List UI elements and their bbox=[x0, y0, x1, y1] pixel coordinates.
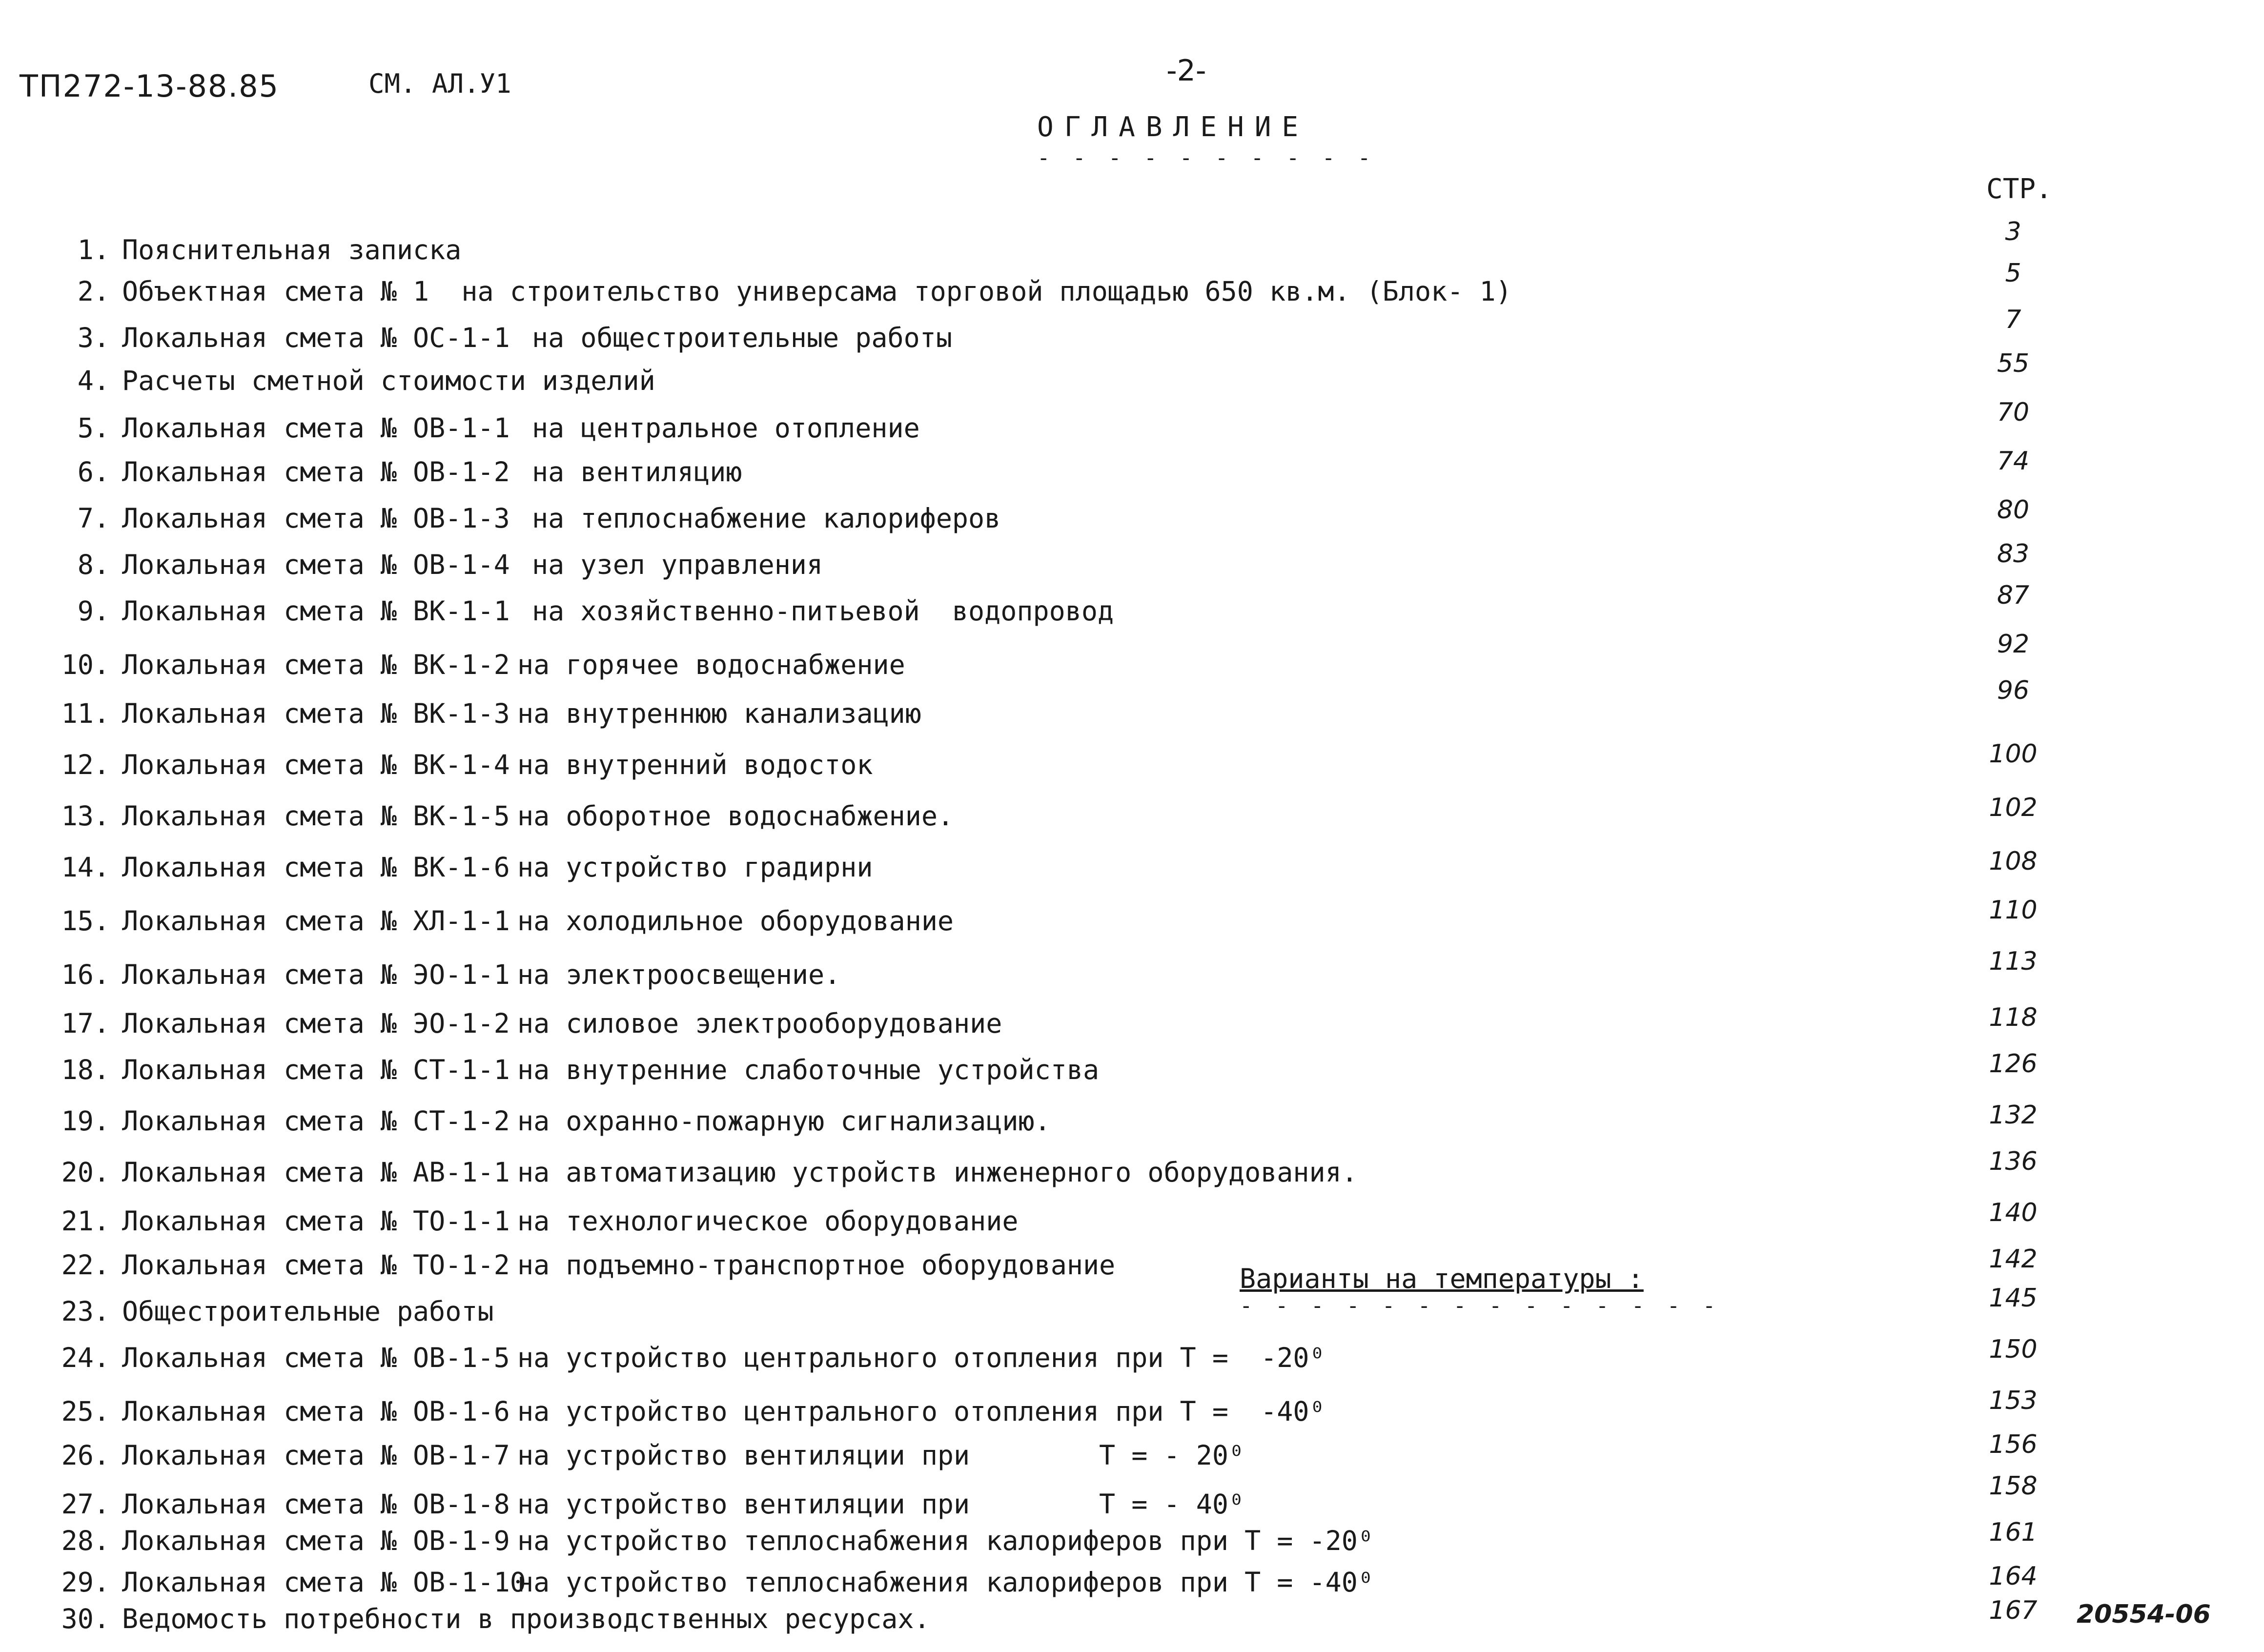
entry-number: 7. bbox=[77, 503, 110, 534]
entry-estimate-code: Локальная смета № АВ-1-1 bbox=[122, 1157, 510, 1188]
entry-number: 3. bbox=[77, 322, 110, 353]
entry-number: 6. bbox=[77, 456, 110, 488]
entry-page-number: 102 bbox=[1989, 793, 2038, 822]
title-underline: - - - - - - - - - - bbox=[1037, 145, 1376, 170]
entry-title: на устройство центрального отопления при Т = -40⁰ bbox=[517, 1396, 1326, 1427]
entry-page-number: 136 bbox=[1989, 1147, 2038, 1176]
entry-title: на устройство центрального отопления при Т = -20⁰ bbox=[517, 1342, 1326, 1373]
entry-page-number: 70 bbox=[1997, 398, 2030, 427]
entry-title: на холодильное оборудование bbox=[517, 905, 954, 937]
entry-title: на электроосвещение. bbox=[517, 959, 841, 990]
entry-title: на вентиляцию bbox=[532, 456, 742, 488]
variants-underline: - - - - - - - - - - - - - - bbox=[1240, 1293, 1721, 1318]
entry-number: 19. bbox=[61, 1105, 110, 1137]
entry-page-number: 7 bbox=[2005, 305, 2021, 334]
entry-title: Объектная смета № 1 на строительство универсама торговой площадью 650 кв.м. (Блок- 1) bbox=[122, 276, 1512, 307]
document-code: ТП272-13-88.85 bbox=[20, 68, 279, 104]
entry-title: на узел управления bbox=[532, 549, 823, 580]
entry-estimate-code: Локальная смета № ОВ-1-1 bbox=[122, 412, 510, 444]
entry-title: Расчеты сметной стоимости изделий bbox=[122, 365, 655, 396]
entry-estimate-code: Локальная смета № ОВ-1-8 bbox=[122, 1489, 510, 1520]
entry-estimate-code: Локальная смета № ТО-1-1 bbox=[122, 1205, 510, 1237]
entry-page-number: 161 bbox=[1989, 1518, 2038, 1547]
entry-title: на центральное отопление bbox=[532, 412, 920, 444]
entry-page-number: 3 bbox=[2005, 217, 2021, 246]
entry-estimate-code: Локальная смета № ТО-1-2 bbox=[122, 1249, 510, 1281]
entry-page-number: 153 bbox=[1989, 1386, 2038, 1415]
variants-label: Варианты на температуры : bbox=[1240, 1263, 1644, 1294]
entry-title: на внутреннюю канализацию bbox=[517, 698, 921, 729]
entry-page-number: 158 bbox=[1989, 1471, 2038, 1501]
entry-number: 26. bbox=[61, 1440, 110, 1471]
entry-page-number: 145 bbox=[1989, 1284, 2038, 1313]
entry-page-number: 55 bbox=[1997, 349, 2030, 378]
entry-number: 1. bbox=[77, 234, 110, 265]
entry-page-number: 108 bbox=[1989, 847, 2038, 876]
entry-page-number: 126 bbox=[1989, 1049, 2038, 1079]
album-reference: СМ. АЛ.У1 bbox=[368, 68, 511, 99]
entry-title: на силовое электрооборудование bbox=[517, 1008, 1002, 1039]
entry-page-number: 156 bbox=[1989, 1430, 2038, 1459]
entry-page-number: 100 bbox=[1989, 739, 2038, 769]
entry-page-number: 80 bbox=[1997, 495, 2030, 525]
entry-estimate-code: Локальная смета № ОВ-1-7 bbox=[122, 1440, 510, 1471]
entry-number: 8. bbox=[77, 549, 110, 580]
entry-number: 14. bbox=[61, 852, 110, 883]
entry-title: на устройство теплоснабжения калориферов при Т = -40⁰ bbox=[517, 1567, 1374, 1598]
entry-estimate-code: Локальная смета № ВК-1-3 bbox=[122, 698, 510, 729]
entry-number: 16. bbox=[61, 959, 110, 990]
entry-number: 28. bbox=[61, 1525, 110, 1556]
entry-estimate-code: Локальная смета № ВК-1-2 bbox=[122, 649, 510, 680]
entry-estimate-code: Локальная смета № ВК-1-6 bbox=[122, 852, 510, 883]
entry-title: на устройство градирни bbox=[517, 852, 873, 883]
page-title: ОГЛАВЛЕНИЕ bbox=[1037, 111, 1309, 143]
entry-title: на устройство вентиляции при Т = - 20⁰ bbox=[517, 1440, 1245, 1471]
entry-number: 29. bbox=[61, 1567, 110, 1598]
entry-page-number: 87 bbox=[1997, 581, 2030, 610]
entry-estimate-code: Локальная смета № ОВ-1-5 bbox=[122, 1342, 510, 1373]
entry-number: 18. bbox=[61, 1054, 110, 1085]
entry-page-number: 110 bbox=[1989, 896, 2038, 925]
entry-page-number: 96 bbox=[1997, 676, 2030, 705]
entry-title: Общестроительные работы bbox=[122, 1296, 494, 1327]
entry-number: 25. bbox=[61, 1396, 110, 1427]
entry-title: на автоматизацию устройств инженерного оборудования. bbox=[517, 1157, 1358, 1188]
entry-title: на технологическое оборудование bbox=[517, 1205, 1019, 1237]
entry-title: на оборотное водоснабжение. bbox=[517, 800, 954, 832]
entry-page-number: 113 bbox=[1989, 947, 2038, 976]
entry-number: 17. bbox=[61, 1008, 110, 1039]
entry-number: 15. bbox=[61, 905, 110, 937]
entry-page-number: 167 bbox=[1989, 1596, 2038, 1625]
entry-title: на внутренний водосток bbox=[517, 749, 873, 780]
entry-number: 9. bbox=[77, 595, 110, 627]
entry-page-number: 74 bbox=[1997, 447, 2030, 476]
entry-title: на внутренние слаботочные устройства bbox=[517, 1054, 1100, 1085]
page-number: -2- bbox=[1166, 54, 1206, 88]
entry-number: 23. bbox=[61, 1296, 110, 1327]
entry-title: на горячее водоснабжение bbox=[517, 649, 905, 680]
page-column-header: СТР. bbox=[1986, 173, 2052, 205]
entry-number: 2. bbox=[77, 276, 110, 307]
entry-page-number: 132 bbox=[1989, 1101, 2038, 1130]
entry-page-number: 164 bbox=[1989, 1562, 2038, 1591]
entry-title: на устройство теплоснабжения калориферов при Т = -20⁰ bbox=[517, 1525, 1374, 1556]
entry-estimate-code: Локальная смета № ВК-1-5 bbox=[122, 800, 510, 832]
entry-title: на общестроительные работы bbox=[532, 322, 952, 353]
entry-title: на хозяйственно-питьевой водопровод bbox=[532, 595, 1114, 627]
entry-estimate-code: Локальная смета № ОВ-1-10 bbox=[122, 1567, 526, 1598]
entry-number: 24. bbox=[61, 1342, 110, 1373]
entry-page-number: 118 bbox=[1989, 1003, 2038, 1032]
entry-estimate-code: Локальная смета № ВК-1-4 bbox=[122, 749, 510, 780]
entry-title: на теплоснабжение калориферов bbox=[532, 503, 1001, 534]
entry-number: 27. bbox=[61, 1489, 110, 1520]
entry-page-number: 92 bbox=[1997, 630, 2030, 659]
entry-estimate-code: Локальная смета № ОВ-1-4 bbox=[122, 549, 510, 580]
entry-number: 21. bbox=[61, 1205, 110, 1237]
entry-number: 22. bbox=[61, 1249, 110, 1281]
archive-stamp: 20554-06 bbox=[2077, 1600, 2211, 1629]
entry-number: 13. bbox=[61, 800, 110, 832]
entry-estimate-code: Локальная смета № ОВ-1-9 bbox=[122, 1525, 510, 1556]
entry-title: на устройство вентиляции при Т = - 40⁰ bbox=[517, 1489, 1245, 1520]
entry-estimate-code: Локальная смета № ЭО-1-2 bbox=[122, 1008, 510, 1039]
entry-title: на охранно-пожарную сигнализацию. bbox=[517, 1105, 1051, 1137]
entry-number: 10. bbox=[61, 649, 110, 680]
entry-estimate-code: Локальная смета № ЭО-1-1 bbox=[122, 959, 510, 990]
entry-estimate-code: Локальная смета № ОВ-1-2 bbox=[122, 456, 510, 488]
entry-estimate-code: Локальная смета № СТ-1-1 bbox=[122, 1054, 510, 1085]
entry-page-number: 5 bbox=[2005, 259, 2021, 288]
entry-number: 11. bbox=[61, 698, 110, 729]
entry-title: Ведомость потребности в производственных ресурсах. bbox=[122, 1603, 930, 1634]
entry-page-number: 83 bbox=[1997, 539, 2030, 569]
entry-page-number: 142 bbox=[1989, 1244, 2038, 1274]
entry-page-number: 150 bbox=[1989, 1335, 2038, 1364]
entry-number: 12. bbox=[61, 749, 110, 780]
entry-estimate-code: Локальная смета № ОС-1-1 bbox=[122, 322, 510, 353]
entry-estimate-code: Локальная смета № ОВ-1-3 bbox=[122, 503, 510, 534]
entry-number: 5. bbox=[77, 412, 110, 444]
entry-estimate-code: Локальная смета № СТ-1-2 bbox=[122, 1105, 510, 1137]
entry-estimate-code: Локальная смета № ОВ-1-6 bbox=[122, 1396, 510, 1427]
entry-number: 30. bbox=[61, 1603, 110, 1634]
entry-title: Пояснительная записка bbox=[122, 234, 462, 265]
entry-estimate-code: Локальная смета № ХЛ-1-1 bbox=[122, 905, 510, 937]
entry-estimate-code: Локальная смета № ВК-1-1 bbox=[122, 595, 510, 627]
entry-number: 20. bbox=[61, 1157, 110, 1188]
entry-page-number: 140 bbox=[1989, 1198, 2038, 1227]
entry-title: на подъемно-транспортное оборудование bbox=[517, 1249, 1116, 1281]
entry-number: 4. bbox=[77, 365, 110, 396]
